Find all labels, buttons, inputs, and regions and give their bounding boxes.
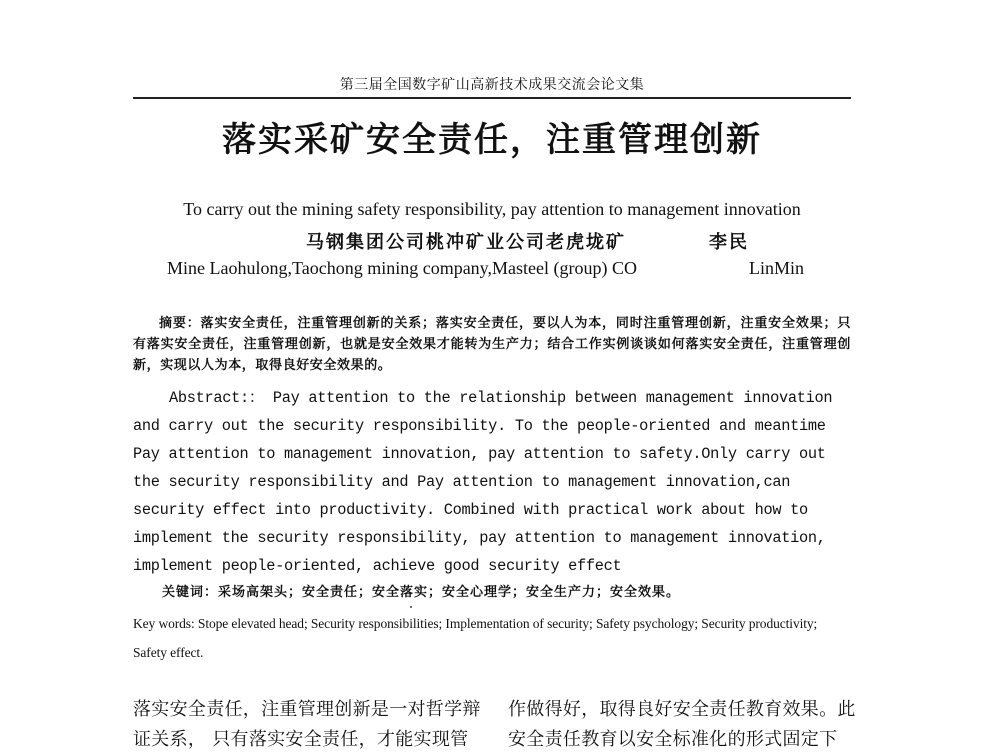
body-line: 安全责任教育以安全标准化的形式固定下 xyxy=(508,729,838,750)
abstract-cn xyxy=(133,313,851,376)
author-name-cn: 李民 xyxy=(709,232,749,253)
body-column-left xyxy=(133,695,483,755)
body-line: 作做得好，取得良好安全责任教育效果。此 xyxy=(508,699,856,720)
abstract-en-text: Pay attention to the relationship between management innovation and carry out the security responsibility. To the people-oriented and meantime Pay attention to management innovation, pay attention to safety.Only carry out the security responsibility and Pay attention to management innovation,can security effect into productivity. Combined with practical work about how to implement the security responsibility, pay attention to management innovation, implement people-oriented, achieve good security effect xyxy=(133,389,833,575)
abstract-cn-text: 落实安全责任，注重管理创新的关系；落实安全责任，要以人为本，同时注重管理创新，注重安全效果；只有落实安全责任，注重管理创新，也就是安全效果才能转为生产力；结合工作实例谈谈如何落实安全责任，注重管理创新，实现以人为本，取得良好安全效果的。 xyxy=(133,316,851,373)
paper-title-cn: 落实采矿安全责任，注重管理创新 xyxy=(222,120,762,160)
author-affiliation-en: Mine Laohulong,Taochong mining company,Masteel (group) CO xyxy=(167,258,637,278)
keywords-en-label: Key words: xyxy=(133,616,195,631)
keywords-en xyxy=(133,609,851,667)
keywords-cn-text: 采场高架头；安全责任；安全落实；安全心理学；安全生产力；安全效果。 xyxy=(218,585,681,600)
author-name-en: LinMin xyxy=(749,258,805,278)
body-line: 证关系， 只有落实安全责任，才能实现管 xyxy=(133,729,469,750)
keywords-cn-label: 关键词： xyxy=(162,585,219,600)
header-rule xyxy=(133,97,851,99)
author-affiliation-cn: 马钢集团公司桃冲矿业公司老虎垅矿 xyxy=(306,232,626,253)
running-header: 第三届全国数字矿山高新技术成果交流会论文集 xyxy=(339,77,645,93)
abstract-en xyxy=(133,384,851,580)
scan-speck xyxy=(410,606,412,608)
body-line: 落实安全责任，注重管理创新是一对哲学辩 xyxy=(133,699,481,720)
abstract-en-label: Abstract:： xyxy=(169,389,264,407)
abstract-cn-label: 摘要： xyxy=(159,316,201,331)
keywords-cn xyxy=(162,581,680,600)
paper-title-en: To carry out the mining safety responsibility, pay attention to management innovation xyxy=(183,199,801,219)
keywords-en-text: Stope elevated head; Security responsibilities; Implementation of security; Safety psychology; Security productivity; Safety effect. xyxy=(133,616,818,660)
body-column-right xyxy=(508,695,856,755)
